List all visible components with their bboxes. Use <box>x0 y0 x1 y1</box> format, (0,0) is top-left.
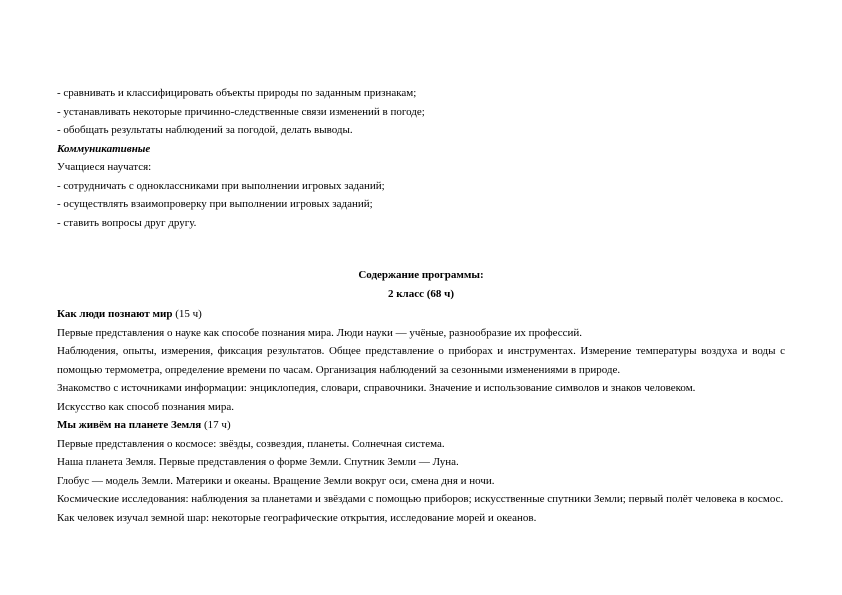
paragraph: Наблюдения, опыты, измерения, фиксация результатов. Общее представление о приборах и инструментах. Измерение температуры воздуха и воды с помощью термометра, определение времени по часам. Организация наблюдений за сезонными изменениями в природе. <box>57 345 785 376</box>
list-item: - ставить вопросы друг другу. <box>57 216 197 229</box>
section-hours: (15 ч) <box>172 308 202 320</box>
communicative-intro: Учащиеся научатся: <box>57 161 152 173</box>
section-heading <box>57 416 785 435</box>
list-item: - сотрудничать с одноклассниками при выполнении игровых заданий; <box>57 179 385 192</box>
paragraph: Космические исследования: наблюдения за планетами и звёздами с помощью приборов; искусственные спутники Земли; первый полёт человека в космос. <box>57 493 784 505</box>
section-heading <box>57 305 785 324</box>
program-grade: 2 класс (68 ч) <box>387 287 455 300</box>
paragraph: Первые представления о космосе: звёзды, созвездия, планеты. Солнечная система. <box>57 437 445 450</box>
paragraph: Глобус — модель Земли. Материки и океаны. Вращение Земли вокруг оси, смена дня и ночи. <box>57 474 495 487</box>
paragraph: Знакомство с источниками информации: энциклопедия, словари, справочники. Значение и использование символов и знаков человеком. <box>57 382 696 394</box>
list-item: - осуществлять взаимопроверку при выполнении игровых заданий; <box>57 198 373 210</box>
paragraph: Искусство как способ познания мира. <box>57 400 234 413</box>
program-heading <box>57 266 785 303</box>
results-list <box>57 84 785 232</box>
paragraph: Как человек изучал земной шар: некоторые географические открытия, исследование морей и океанов. <box>57 511 537 524</box>
program-content <box>57 305 785 527</box>
paragraph: Первые представления о науке как способе познания мира. Люди науки — учёные, разнообразие их профессий. <box>57 326 583 339</box>
program-title: Содержание программы: <box>358 269 484 281</box>
list-item: - обобщать результаты наблюдений за погодой, делать выводы. <box>57 124 353 136</box>
section-title: Как люди познают мир <box>57 308 173 320</box>
section-title: Мы живём на планете Земля <box>57 419 202 431</box>
communicative-heading: Коммуникативные <box>57 142 151 155</box>
list-item: - сравнивать и классифицировать объекты природы по заданным признакам; <box>57 87 417 99</box>
paragraph: Наша планета Земля. Первые представления о форме Земли. Спутник Земли — Луна. <box>57 456 459 468</box>
list-item: - устанавливать некоторые причинно-следственные связи изменений в погоде; <box>57 105 425 118</box>
section-hours: (17 ч) <box>201 419 231 431</box>
